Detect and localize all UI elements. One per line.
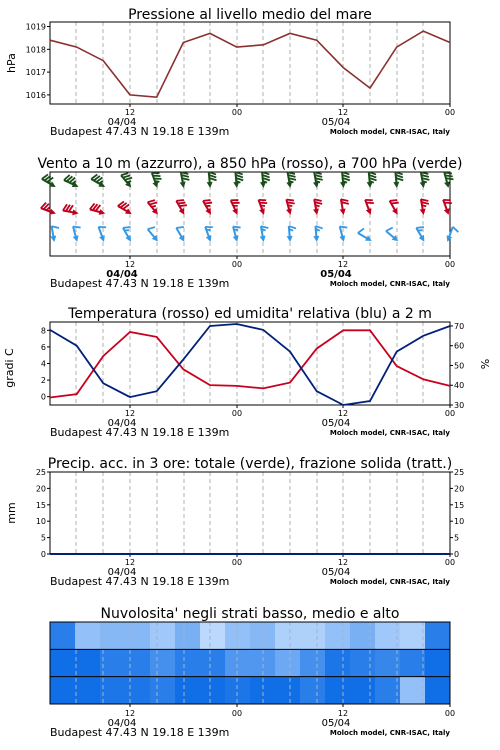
cloud-cell-alto: [350, 622, 376, 650]
barb-head: [125, 208, 133, 216]
wind-barb-850hPa: [362, 197, 377, 215]
wind-barb-700hPa: [311, 171, 324, 188]
plot-frame: [50, 472, 450, 554]
wind-barb-700hPa: [441, 171, 455, 189]
barb-head: [206, 235, 214, 243]
wind-barb-10m: [49, 225, 62, 242]
y-axis-label: mm: [5, 502, 18, 524]
x-tick-label: 00: [444, 558, 456, 567]
y-tick-label: 0: [40, 550, 46, 559]
location-label: Budapest 47.43 N 19.18 E 139m: [50, 426, 230, 439]
wind-barb-850hPa: [418, 198, 431, 215]
wind-barb-700hPa: [63, 174, 82, 190]
model-credit: Moloch model, CNR-ISAC, Italy: [329, 729, 450, 737]
date-label: 05/04: [321, 117, 351, 128]
cloud-cell-alto: [125, 622, 151, 650]
date-label: 05/04: [321, 718, 351, 729]
y-tick-label-right: 10: [454, 517, 465, 527]
wind-barb-700hPa: [90, 173, 109, 190]
cloud-cell-alto: [75, 622, 101, 650]
cloud-cell-alto: [150, 622, 176, 650]
wind-barb-10m: [414, 224, 431, 243]
cloud-cell-basso: [300, 677, 326, 705]
cloud-cell-alto: [225, 622, 251, 650]
wind-barb-700hPa: [149, 170, 164, 188]
wind-barb-700hPa: [339, 171, 350, 188]
cloud-cell-basso: [150, 677, 176, 705]
model-credit: Moloch model, CNR-ISAC, Italy: [329, 128, 450, 136]
cloud-cell-alto: [325, 622, 351, 650]
wind-barb-700hPa: [285, 171, 298, 188]
wind-barb-10m: [312, 225, 323, 242]
wind-barb-700hPa: [119, 171, 137, 190]
location-label: Budapest 47.43 N 19.18 E 139m: [50, 726, 230, 739]
panel-pressure: [50, 22, 455, 138]
barb-flag: [358, 227, 364, 235]
x-tick-label: 00: [444, 709, 456, 718]
barb-head: [179, 208, 187, 216]
y-tick-label: 10: [35, 517, 46, 527]
cloud-cell-medio: [100, 649, 126, 677]
date-label: 04/04: [107, 718, 137, 729]
y-tick-label: 1017: [25, 68, 46, 78]
barb-head: [393, 182, 400, 189]
wind-barb-850hPa: [145, 198, 163, 217]
y-tick-label: 20: [35, 484, 46, 494]
date-label: 04/04: [107, 117, 137, 128]
wind-barb-10m: [230, 225, 244, 243]
barb-head: [207, 182, 214, 189]
y-tick-label-right: 70: [454, 321, 465, 331]
x-tick-label: 12: [124, 260, 136, 269]
cloud-cell-basso: [75, 677, 101, 705]
x-tick-label: 12: [337, 260, 349, 269]
wind-barb-850hPa: [228, 197, 244, 216]
plot-frame: [50, 22, 450, 104]
x-tick-label: 12: [337, 558, 349, 567]
wind-barb-850hPa: [440, 197, 455, 215]
x-tick-label: 00: [444, 260, 456, 269]
y-tick-label-right: 50: [454, 361, 465, 371]
y-tick-label-right: 0: [454, 550, 460, 559]
cloud-cell-basso: [200, 677, 226, 705]
wind-barb-850hPa: [256, 197, 271, 215]
wind-barb-10m: [96, 224, 111, 242]
wind-barb-850hPa: [311, 198, 324, 215]
panel-wind: [50, 172, 455, 290]
wind-barb-10m: [384, 226, 403, 244]
x-tick-label: 00: [231, 260, 243, 269]
wind-barb-850hPa: [283, 198, 297, 216]
cloud-cell-alto: [300, 622, 326, 650]
grid-lines: [76, 472, 423, 554]
wind-barb-700hPa: [418, 171, 431, 188]
barb-head: [232, 208, 240, 216]
wind-barb-700hPa: [392, 171, 403, 188]
barb-head: [73, 235, 80, 242]
y-tick-label-right: 20: [454, 484, 465, 494]
wind-barb-10m: [120, 224, 137, 243]
y-tick-label-right: 30: [454, 401, 465, 410]
wind-barb-10m: [337, 225, 351, 243]
wind-barb-10m: [258, 225, 271, 242]
pressure-title: Pressione al livello medio del mare: [128, 7, 372, 23]
x-tick-label: 00: [444, 409, 456, 418]
cloud-cell-alto: [275, 622, 301, 650]
wind-barb-850hPa: [116, 200, 135, 217]
cloud-cell-medio: [200, 649, 226, 677]
y-tick-label-right: 60: [454, 341, 465, 351]
date-label: 04/04: [107, 418, 137, 429]
y-tick-label: 4: [40, 359, 46, 369]
y-axis-label-right: %: [479, 358, 492, 370]
barb-head: [313, 209, 320, 216]
cloud-cell-medio: [275, 649, 301, 677]
cloud-cell-basso: [175, 677, 201, 705]
wind-barb-700hPa: [206, 171, 217, 188]
wind-barb-850hPa: [89, 203, 107, 217]
cloud-cell-medio: [125, 649, 151, 677]
y-tick-label: 1016: [25, 90, 46, 100]
location-label: Budapest 47.43 N 19.18 E 139m: [50, 125, 230, 138]
cloud-cell-medio: [75, 649, 101, 677]
x-tick-label: 00: [231, 558, 243, 567]
y-tick-label: 15: [35, 500, 46, 510]
precip-title: Precip. acc. in 3 ore: totale (verde), frazione solida (tratt.): [47, 456, 453, 472]
y-tick-label-right: 15: [454, 500, 465, 510]
date-label: 05/04: [321, 418, 351, 429]
cloud-cell-alto: [100, 622, 126, 650]
cloud-cell-medio: [50, 649, 76, 677]
wind-barb-700hPa: [259, 171, 270, 188]
wind-barb-10m: [145, 225, 163, 244]
x-tick-label: 00: [231, 709, 243, 718]
wind-barb-850hPa: [62, 204, 79, 217]
wind-barb-10m: [70, 225, 84, 243]
barb-head: [260, 236, 267, 243]
panel-temperature: [50, 322, 455, 439]
cloud-cell-basso: [225, 677, 251, 705]
wind-barb-850hPa: [387, 197, 404, 216]
barb-head: [313, 236, 320, 243]
y-axis-label: gradi C: [3, 348, 16, 388]
cloud-cell-medio: [350, 649, 376, 677]
cloud-cell-basso: [100, 677, 126, 705]
x-tick-label: 12: [124, 108, 136, 117]
cloud-cell-basso: [400, 677, 426, 705]
cloud-cell-basso: [275, 677, 301, 705]
x-tick-label: 12: [337, 709, 349, 718]
cloud-cell-basso: [350, 677, 376, 705]
cloud-cell-alto: [50, 622, 76, 650]
wind-barb-850hPa: [40, 202, 58, 217]
y-tick-label-right: 40: [454, 381, 465, 391]
cloud-cell-medio: [400, 649, 426, 677]
barb-head: [99, 235, 107, 243]
date-label: 04/04: [106, 269, 138, 280]
y-tick-label: 25: [35, 468, 46, 477]
barb-head: [444, 235, 452, 243]
date-label: 04/04: [107, 567, 137, 578]
cloud-title: Nuvolosita' negli strati basso, medio e alto: [100, 606, 400, 622]
location-label: Budapest 47.43 N 19.18 E 139m: [50, 277, 230, 290]
wind-barb-700hPa: [366, 171, 377, 188]
date-label: 05/04: [320, 269, 352, 280]
x-tick-label: 12: [124, 409, 136, 418]
cloud-cell-basso: [125, 677, 151, 705]
wind-barb-10m: [286, 225, 297, 242]
wind-barb-10m: [202, 224, 217, 242]
barb-head: [392, 208, 400, 216]
location-label: Budapest 47.43 N 19.18 E 139m: [50, 575, 230, 588]
y-tick-label: 8: [40, 326, 46, 336]
wind-title: Vento a 10 m (azzurro), a 850 hPa (rosso), a 700 hPa (verde): [37, 156, 463, 172]
wind-barb-850hPa: [174, 197, 191, 216]
cloud-cell-alto: [175, 622, 201, 650]
cloud-cell-basso: [50, 677, 76, 705]
barb-head: [339, 235, 346, 242]
y-tick-label: 1019: [25, 22, 46, 32]
plot-frame: [50, 172, 450, 256]
wind-barb-850hPa: [338, 198, 351, 215]
cloud-cell-basso: [325, 677, 351, 705]
y-tick-label: 0: [40, 392, 46, 402]
panel-precip: [50, 472, 455, 588]
barb-head: [99, 209, 106, 216]
cloud-cell-alto: [425, 622, 451, 650]
pressure-line: [50, 31, 450, 97]
barb-head: [180, 182, 187, 189]
x-tick-label: 12: [124, 709, 136, 718]
y-tick-label: 6: [40, 342, 46, 352]
cloud-cell-medio: [325, 649, 351, 677]
y-axis-label: hPa: [5, 53, 18, 73]
wind-barb-850hPa: [200, 197, 217, 216]
cloud-cell-medio: [225, 649, 251, 677]
wind-barb-10m: [174, 224, 191, 243]
x-tick-label: 00: [231, 409, 243, 418]
y-tick-label-right: 25: [454, 468, 465, 477]
y-tick-label: 5: [40, 533, 46, 543]
cloud-cell-medio: [425, 649, 451, 677]
model-credit: Moloch model, CNR-ISAC, Italy: [329, 429, 450, 437]
humidity-line: [50, 324, 450, 405]
wind-barb-700hPa: [232, 171, 243, 188]
date-label: 05/04: [321, 567, 351, 578]
x-tick-label: 00: [444, 108, 456, 117]
wind-barb-10m: [356, 227, 375, 244]
barb-head: [365, 235, 373, 243]
barb-head: [179, 235, 187, 243]
x-tick-label: 12: [124, 558, 136, 567]
cloud-cell-medio: [300, 649, 326, 677]
x-tick-label: 12: [337, 409, 349, 418]
y-tick-label: 1018: [25, 45, 46, 55]
y-tick-label: 2: [40, 376, 46, 386]
barb-head: [287, 236, 294, 243]
x-tick-label: 00: [231, 108, 243, 117]
x-tick-label: 12: [337, 108, 349, 117]
model-credit: Moloch model, CNR-ISAC, Italy: [329, 280, 450, 288]
cloud-cell-basso: [425, 677, 451, 705]
wind-barb-10m: [444, 226, 459, 244]
cloud-cell-alto: [400, 622, 426, 650]
barb-head: [233, 235, 240, 242]
barb-head: [50, 236, 57, 243]
model-credit: Moloch model, CNR-ISAC, Italy: [329, 578, 450, 586]
y-tick-label-right: 5: [454, 533, 460, 543]
temp-title: Temperatura (rosso) ed umidita' relativa (blu) a 2 m: [68, 306, 432, 322]
cloud-cell-medio: [150, 649, 176, 677]
cloud-cell-alto: [200, 622, 226, 650]
cloud-cell-medio: [175, 649, 201, 677]
